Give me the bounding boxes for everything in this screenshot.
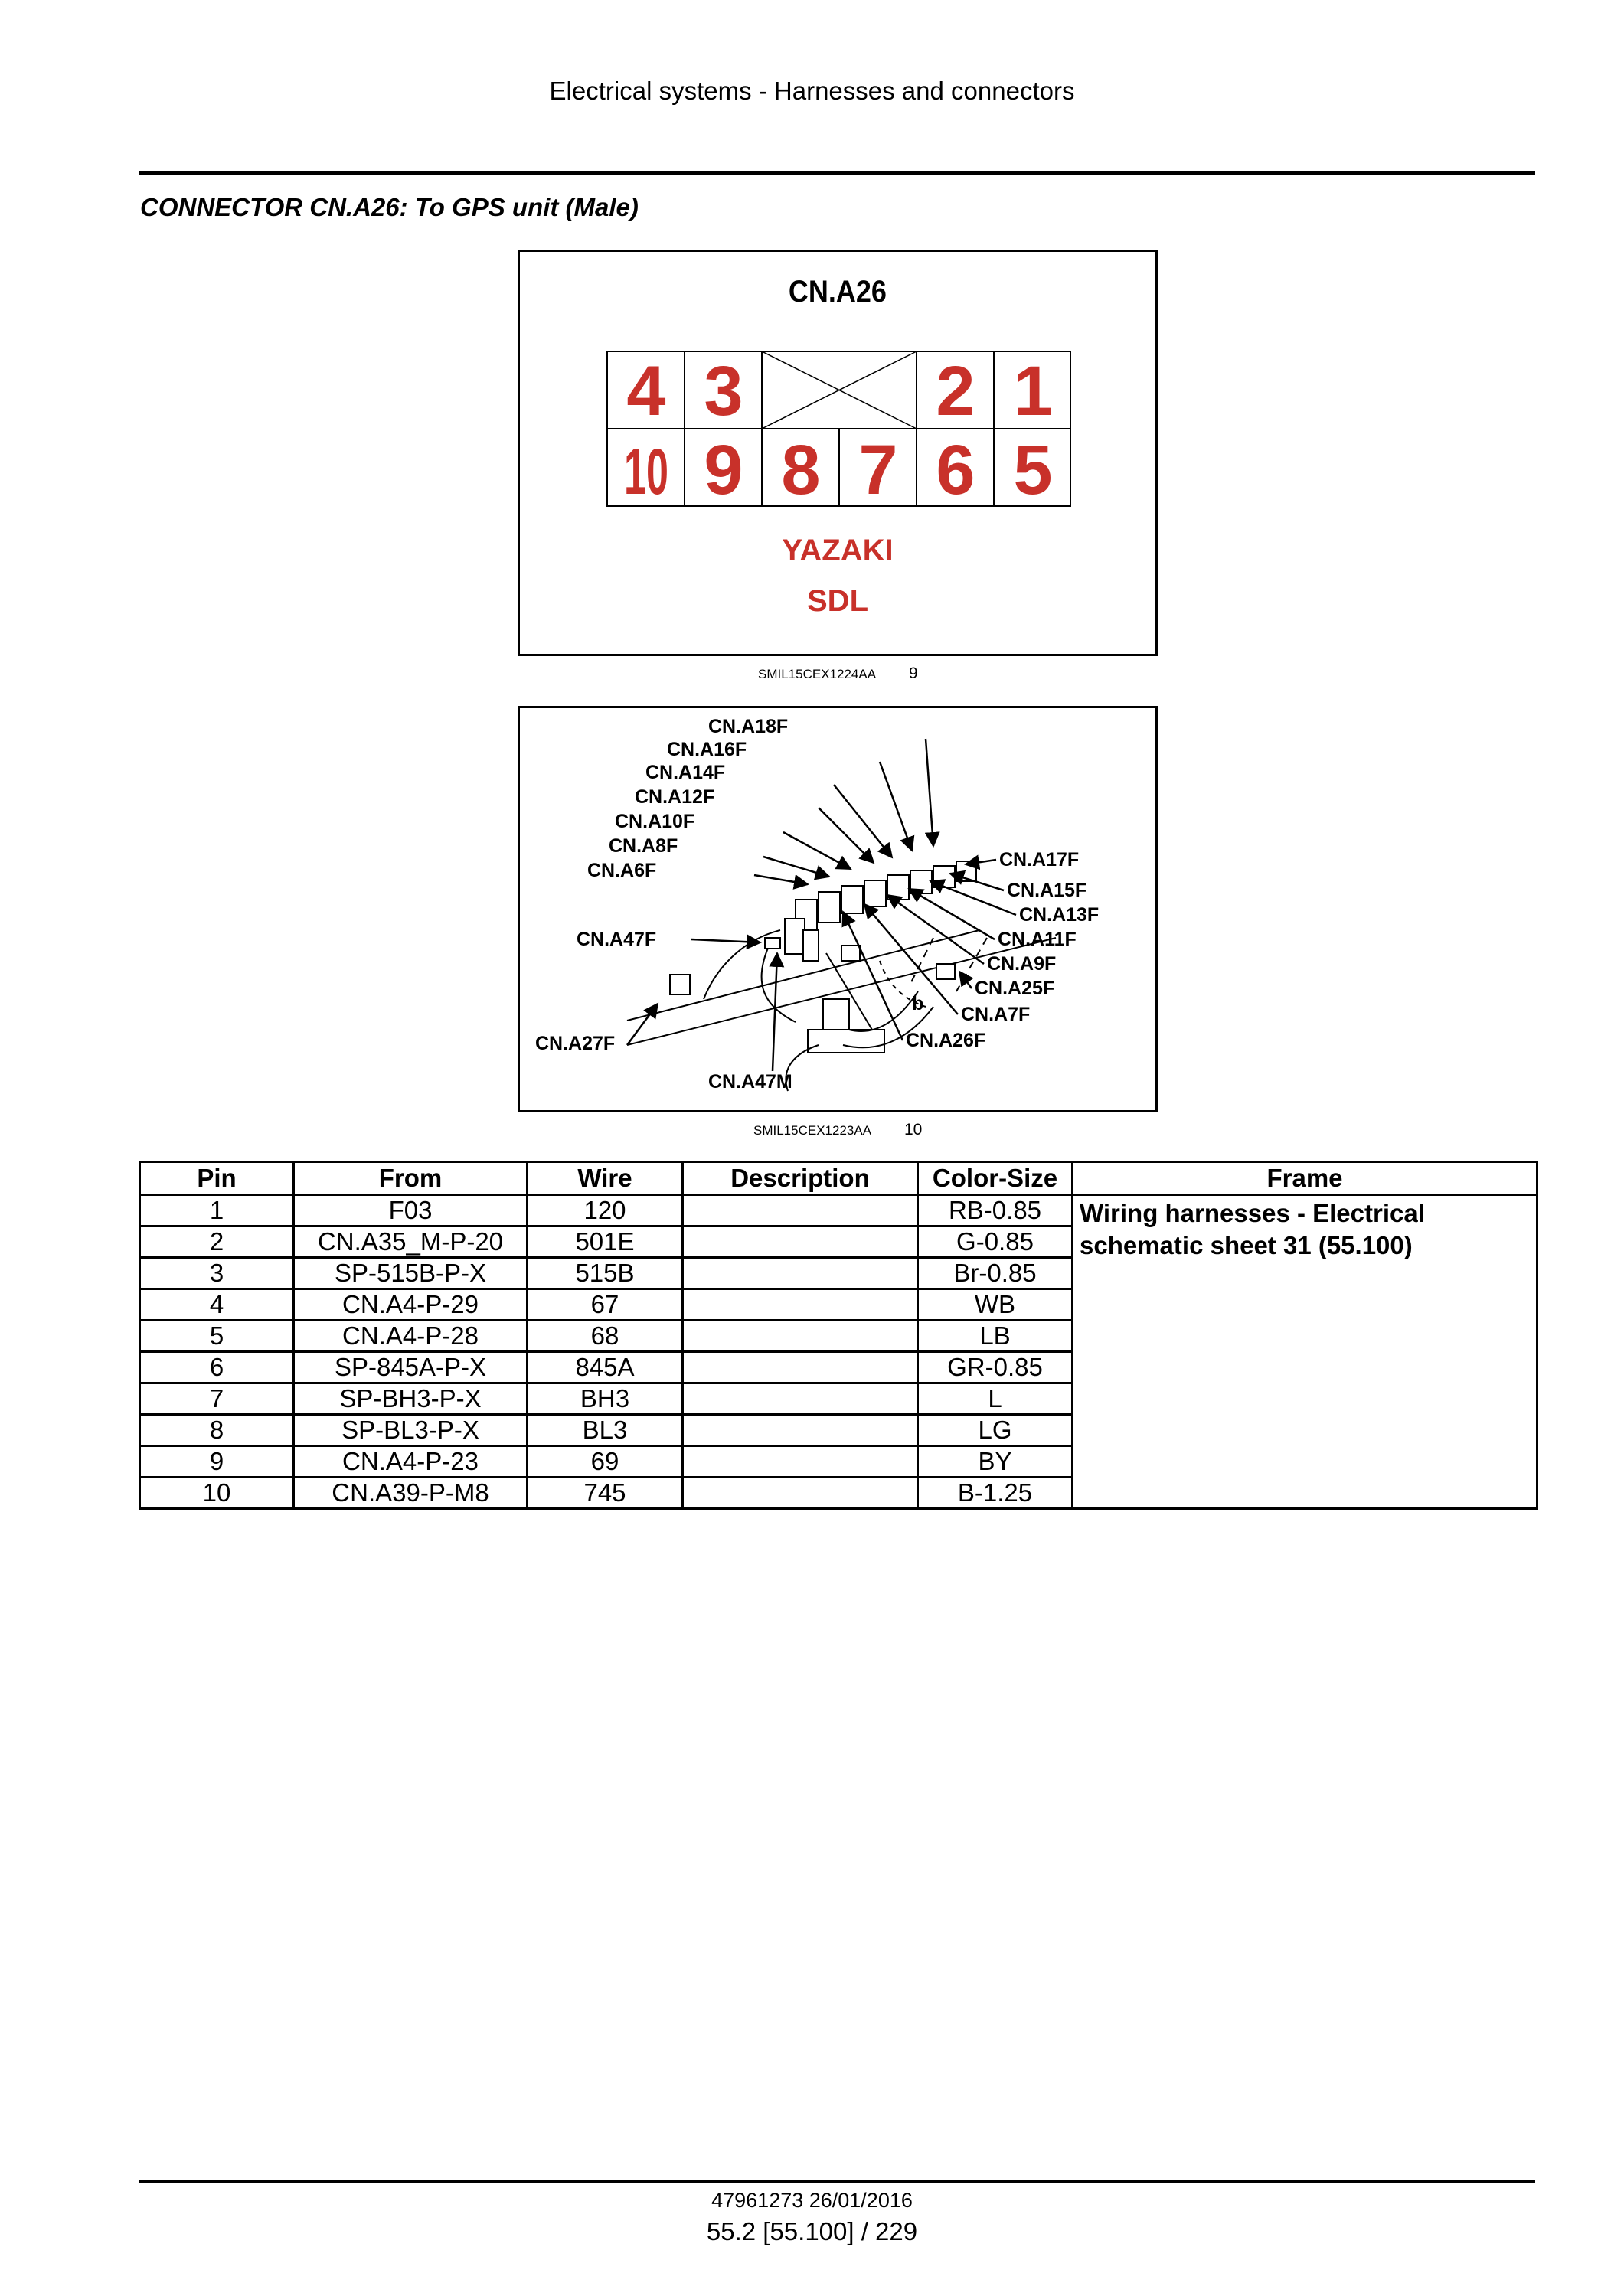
connector-label: CN.A13F bbox=[1019, 904, 1100, 926]
description-cell bbox=[683, 1195, 918, 1226]
connector-label: CN.A26F bbox=[906, 1030, 986, 1051]
wire-cell: 120 bbox=[528, 1195, 683, 1226]
from-cell: CN.A4-P-28 bbox=[294, 1321, 528, 1352]
description-cell bbox=[683, 1415, 918, 1446]
connector-label: CN.A12F bbox=[635, 786, 715, 808]
pin-label: 4 bbox=[626, 352, 666, 430]
color-size-cell: BY bbox=[918, 1446, 1073, 1478]
connector-label: CN.A10F bbox=[615, 811, 695, 832]
connector-label: CN.A17F bbox=[999, 849, 1080, 870]
description-cell bbox=[683, 1446, 918, 1478]
table-header-row bbox=[140, 1162, 1537, 1195]
pin-cell: 7 bbox=[140, 1383, 294, 1415]
connector-brand: YAZAKI bbox=[782, 534, 894, 567]
callout-letter: b bbox=[912, 993, 924, 1014]
wire-cell: 515B bbox=[528, 1258, 683, 1289]
pin-label: 7 bbox=[858, 431, 898, 509]
pin-label: 9 bbox=[704, 431, 743, 509]
from-cell: CN.A4-P-23 bbox=[294, 1446, 528, 1478]
section-title: CONNECTOR CN.A26: To GPS unit (Male) bbox=[140, 193, 639, 221]
footer-document-id: 47961273 26/01/2016 bbox=[711, 2189, 913, 2212]
from-cell: SP-515B-P-X bbox=[294, 1258, 528, 1289]
pin-cell: 8 bbox=[140, 1415, 294, 1446]
footer-rule bbox=[139, 2180, 1535, 2183]
pin-cell: 6 bbox=[140, 1352, 294, 1383]
connector-label: CN.A47F bbox=[577, 929, 657, 950]
connector-label: CN.A27F bbox=[535, 1033, 616, 1054]
pin-cell: 1 bbox=[140, 1195, 294, 1226]
connector-label: CN.A15F bbox=[1007, 880, 1087, 901]
description-cell bbox=[683, 1226, 918, 1258]
connector-label: CN.A47M bbox=[708, 1071, 792, 1092]
description-cell bbox=[683, 1289, 918, 1321]
color-size-cell: RB-0.85 bbox=[918, 1195, 1073, 1226]
connector-face-figure bbox=[518, 250, 1158, 656]
color-size-cell: GR-0.85 bbox=[918, 1352, 1073, 1383]
figure-code: SMIL15CEX1224AA bbox=[758, 667, 877, 681]
connector-label: CN.A14F bbox=[645, 762, 726, 783]
column-header-color-size: Color-Size bbox=[918, 1162, 1073, 1195]
connector-name: CN.A26 bbox=[788, 275, 887, 309]
description-cell bbox=[683, 1352, 918, 1383]
pin-cell: 2 bbox=[140, 1226, 294, 1258]
connector-label: CN.A9F bbox=[987, 953, 1057, 975]
wire-cell: 68 bbox=[528, 1321, 683, 1352]
pin-label: 1 bbox=[1013, 352, 1053, 430]
wire-cell: 845A bbox=[528, 1352, 683, 1383]
pin-cell: 3 bbox=[140, 1258, 294, 1289]
color-size-cell: LB bbox=[918, 1321, 1073, 1352]
wire-cell: 745 bbox=[528, 1478, 683, 1509]
description-cell bbox=[683, 1383, 918, 1415]
wire-cell: BH3 bbox=[528, 1383, 683, 1415]
table-row bbox=[140, 1195, 1537, 1226]
header-rule bbox=[139, 171, 1535, 175]
from-cell: SP-BL3-P-X bbox=[294, 1415, 528, 1446]
connector-label: CN.A11F bbox=[998, 929, 1077, 950]
description-cell bbox=[683, 1258, 918, 1289]
column-header-pin: Pin bbox=[140, 1162, 294, 1195]
harness-location-figure bbox=[518, 706, 1158, 1112]
pin-label: 10 bbox=[624, 436, 668, 508]
connector-label: CN.A18F bbox=[708, 716, 789, 737]
pin-grid bbox=[607, 351, 1070, 506]
column-header-wire: Wire bbox=[528, 1162, 683, 1195]
color-size-cell: Br-0.85 bbox=[918, 1258, 1073, 1289]
wire-cell: 69 bbox=[528, 1446, 683, 1478]
connector-series: SDL bbox=[807, 584, 868, 618]
figure-number: 9 bbox=[909, 665, 918, 682]
description-cell bbox=[683, 1321, 918, 1352]
column-header-frame: Frame bbox=[1073, 1162, 1537, 1195]
connector-label: CN.A25F bbox=[975, 978, 1055, 999]
pin-cell: 4 bbox=[140, 1289, 294, 1321]
color-size-cell: LG bbox=[918, 1415, 1073, 1446]
footer-page-number: 55.2 [55.100] / 229 bbox=[706, 2217, 918, 2245]
connector-label: CN.A16F bbox=[667, 739, 747, 760]
wire-cell: 67 bbox=[528, 1289, 683, 1321]
figure-code: SMIL15CEX1223AA bbox=[753, 1123, 872, 1138]
color-size-cell: G-0.85 bbox=[918, 1226, 1073, 1258]
wire-cell: BL3 bbox=[528, 1415, 683, 1446]
connector-bank bbox=[670, 861, 976, 1053]
pin-cell: 9 bbox=[140, 1446, 294, 1478]
from-cell: CN.A35_M-P-20 bbox=[294, 1226, 528, 1258]
pin-label: 6 bbox=[936, 431, 975, 509]
color-size-cell: WB bbox=[918, 1289, 1073, 1321]
wire-cell: 501E bbox=[528, 1226, 683, 1258]
pin-label: 2 bbox=[936, 352, 975, 430]
color-size-cell: L bbox=[918, 1383, 1073, 1415]
from-cell: F03 bbox=[294, 1195, 528, 1226]
color-size-cell: B-1.25 bbox=[918, 1478, 1073, 1509]
from-cell: SP-845A-P-X bbox=[294, 1352, 528, 1383]
pin-cell: 5 bbox=[140, 1321, 294, 1352]
pin-table bbox=[139, 1161, 1538, 1510]
header-title: Electrical systems - Harnesses and connectors bbox=[549, 77, 1075, 105]
frame-cell: Wiring harnesses - Electrical schematic sheet 31 (55.100) bbox=[1073, 1195, 1537, 1509]
figure-number: 10 bbox=[904, 1121, 923, 1138]
pin-label: 3 bbox=[704, 352, 743, 430]
column-header-from: From bbox=[294, 1162, 528, 1195]
column-header-description: Description bbox=[683, 1162, 918, 1195]
connector-label: CN.A7F bbox=[961, 1004, 1031, 1025]
connector-label: CN.A8F bbox=[609, 835, 678, 857]
from-cell: SP-BH3-P-X bbox=[294, 1383, 528, 1415]
connector-label: CN.A6F bbox=[587, 860, 657, 881]
pin-cell: 10 bbox=[140, 1478, 294, 1509]
from-cell: CN.A39-P-M8 bbox=[294, 1478, 528, 1509]
from-cell: CN.A4-P-29 bbox=[294, 1289, 528, 1321]
description-cell bbox=[683, 1478, 918, 1509]
pin-label: 5 bbox=[1013, 431, 1053, 509]
pin-label: 8 bbox=[781, 431, 821, 509]
harness-location-drawing bbox=[520, 708, 1155, 1110]
connector-face-drawing bbox=[520, 252, 1155, 654]
